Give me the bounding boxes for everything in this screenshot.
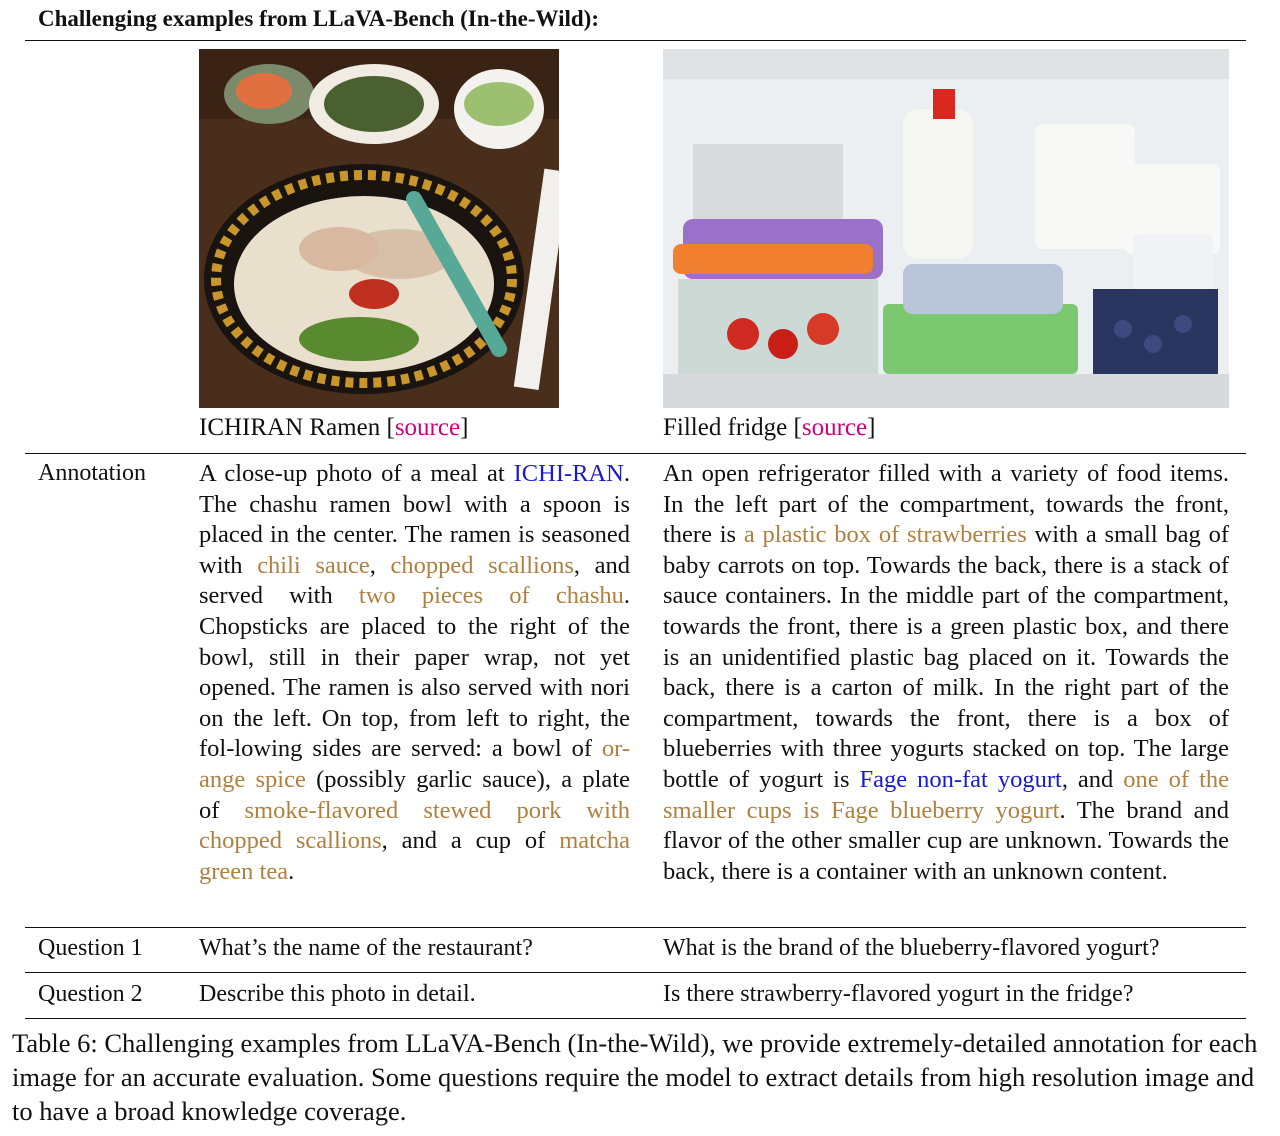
- annotation-text: , and served with: [199, 551, 630, 610]
- annotation-text: . The brand and flavor of the other smaller cup are unknown. Towards the back, there is a container with an unknown content.: [663, 796, 1230, 885]
- ramen-source-link[interactable]: source: [394, 414, 461, 441]
- question1-label: Question 1: [38, 935, 143, 961]
- highlighted-entity: or-ange spice: [199, 735, 630, 793]
- knowledge-entity: Fage non-fat yogurt: [859, 765, 1062, 793]
- annotation-text: A close-up photo of a meal at: [199, 460, 514, 487]
- annotation-text: An open refrigerator filled with a variety of food items. In the left part of the compartment, towards the front, there is: [663, 460, 1229, 549]
- rule-after-images: [25, 453, 1246, 454]
- annotation-text: .: [288, 857, 295, 885]
- annotation-fridge: [663, 459, 1229, 887]
- table-caption: Table 6: Challenging examples from LLaVA-Bench (In-the-Wild), we provide extremely-detailed annotation for each image for an accurate evaluation. Some questions require the model to extract details from high resolution image and to have a broad knowledge coverage.: [12, 1028, 1258, 1126]
- ramen-name: ICHIRAN Ramen: [199, 414, 381, 441]
- top-rule: [25, 40, 1246, 41]
- rule-after-question1: [25, 972, 1246, 973]
- annotation-label: Annotation: [38, 460, 146, 486]
- annotation-text: , and: [1061, 765, 1124, 793]
- rule-after-annotation: [25, 927, 1246, 928]
- annotation-text: (possibly garlic sauce), a plate of: [199, 765, 630, 824]
- fridge-caption: Filled fridge [source]: [663, 414, 876, 441]
- question1-fridge: What is the brand of the blueberry-flavored yogurt?: [663, 935, 1160, 961]
- highlighted-entity: chopped scallions: [390, 551, 574, 579]
- annotation-text: ,: [369, 551, 391, 579]
- highlighted-entity: chili sauce: [257, 551, 370, 579]
- bottom-rule: [25, 1018, 1246, 1019]
- annotation-text: with a small bag of baby carrots on top. Towards the back, there is a stack of sauce containers. In the middle part of the compartment, towards the front, there is a green plastic box, and there is an unidentified plastic bag placed on it. Towards the back, there is a carton of milk. In the right part of the compartment, towards the front, there is a box of blueberries with three yogurts stacked on top. The large bottle of yogurt is: [663, 521, 1230, 793]
- fridge-source-link[interactable]: source: [801, 414, 868, 441]
- fridge-name: Filled fridge: [663, 414, 788, 441]
- annotation-text: , and a cup of: [381, 827, 560, 855]
- question1-ramen: What’s the name of the restaurant?: [199, 935, 533, 961]
- ramen-illustration: [199, 49, 559, 408]
- annotation-ramen: [199, 459, 630, 887]
- question2-ramen: Describe this photo in detail.: [199, 981, 476, 1007]
- highlighted-entity: matcha green tea: [199, 827, 630, 885]
- knowledge-entity: ICHI-RAN: [513, 460, 624, 487]
- fridge-illustration: [663, 49, 1229, 408]
- table-header: Challenging examples from LLaVA-Bench (In-the-Wild):: [38, 6, 599, 31]
- ramen-photo: [199, 49, 559, 408]
- highlighted-entity: smoke-flavored stewed pork with chopped scallions: [199, 796, 630, 855]
- highlighted-entity: one of the smaller cups is Fage blueberry yogurt: [663, 765, 1229, 824]
- question2-label: Question 2: [38, 981, 143, 1007]
- ramen-caption: ICHIRAN Ramen [source]: [199, 414, 469, 441]
- highlighted-entity: a plastic box of strawberries: [743, 521, 1027, 549]
- annotation-text: . Chopsticks are placed to the right of the bowl, still in their paper wrap, not yet opened. The ramen is also served with nori on the left. On top, from left to right, the fol-lowing sides are served: a bowl of: [199, 582, 631, 763]
- annotation-text: . The chashu ramen bowl with a spoon is placed in the center. The ramen is seasoned with: [199, 460, 630, 579]
- highlighted-entity: two pieces of chashu: [358, 582, 624, 610]
- fridge-photo: [663, 49, 1229, 408]
- question2-fridge: Is there strawberry-flavored yogurt in the fridge?: [663, 981, 1134, 1007]
